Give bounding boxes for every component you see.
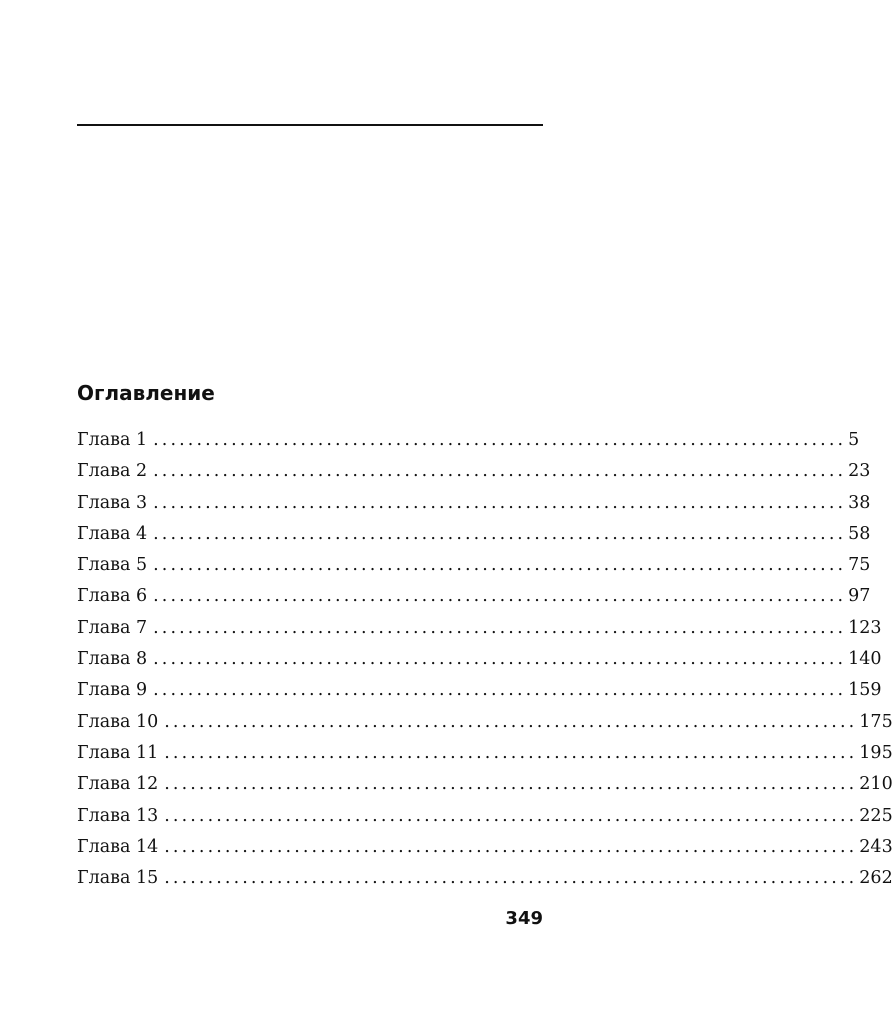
toc-entry-label: Глава 5 xyxy=(77,555,148,576)
dot-leader: ................................................................................ xyxy=(153,492,847,513)
toc-entry-page: 97 xyxy=(848,586,871,607)
toc-entry-label: Глава 15 xyxy=(77,868,159,889)
toc-entry-label: Глава 13 xyxy=(77,805,159,826)
dot-leader: ................................................................................ xyxy=(153,523,847,544)
toc-entry-page: 175 xyxy=(859,711,893,732)
page-number: 349 xyxy=(505,908,543,929)
toc-entry-page: 140 xyxy=(848,649,882,670)
toc-entry-label: Глава 4 xyxy=(77,523,148,544)
toc-entry-1[interactable] xyxy=(77,425,860,456)
dot-leader: ................................................................................ xyxy=(164,774,858,795)
top-horizontal-rule xyxy=(77,124,543,126)
toc-entry-9[interactable] xyxy=(77,675,882,706)
toc-entry-10[interactable] xyxy=(77,707,893,738)
toc-entry-3[interactable] xyxy=(77,488,871,519)
toc-entry-4[interactable] xyxy=(77,519,871,550)
toc-entry-page: 38 xyxy=(848,492,871,513)
toc-heading: Оглавление xyxy=(77,381,215,405)
dot-leader: ................................................................................ xyxy=(153,649,847,670)
toc-entry-page: 75 xyxy=(848,555,871,576)
toc-entry-label: Глава 1 xyxy=(77,430,148,450)
toc-entry-label: Глава 11 xyxy=(77,742,159,763)
toc-entry-page: 23 xyxy=(848,461,871,482)
dot-leader: ................................................................................ xyxy=(153,430,847,450)
toc-entry-label: Глава 8 xyxy=(77,649,148,670)
dot-leader: ................................................................................ xyxy=(164,742,858,763)
toc-entry-label: Глава 10 xyxy=(77,711,159,732)
dot-leader: ................................................................................ xyxy=(153,617,847,638)
toc-entry-5[interactable] xyxy=(77,550,871,581)
dot-leader: ................................................................................ xyxy=(164,836,858,857)
toc-entry-label: Глава 12 xyxy=(77,774,159,795)
toc-entry-page: 243 xyxy=(859,836,893,857)
toc-entry-label: Глава 9 xyxy=(77,680,148,701)
dot-leader: ................................................................................ xyxy=(164,711,858,732)
toc-entry-page: 159 xyxy=(848,680,882,701)
toc-entry-label: Глава 2 xyxy=(77,461,148,482)
toc-entry-12[interactable] xyxy=(77,769,893,800)
dot-leader: ................................................................................ xyxy=(153,680,847,701)
dot-leader: ................................................................................ xyxy=(153,555,847,576)
toc-entry-page: 195 xyxy=(859,742,893,763)
toc-entry-14[interactable] xyxy=(77,832,893,863)
dot-leader: ................................................................................ xyxy=(153,586,847,607)
toc-entry-page: 225 xyxy=(859,805,893,826)
toc-entry-label: Глава 6 xyxy=(77,586,148,607)
toc-entry-2[interactable] xyxy=(77,456,871,487)
dot-leader: ................................................................................ xyxy=(164,868,858,889)
toc-entry-11[interactable] xyxy=(77,738,893,769)
toc-entry-page: 58 xyxy=(848,523,871,544)
toc-entry-15[interactable] xyxy=(77,863,893,894)
dot-leader: ................................................................................ xyxy=(153,461,847,482)
toc-entry-page: 210 xyxy=(859,774,893,795)
toc-entry-7[interactable] xyxy=(77,613,882,644)
dot-leader: ................................................................................ xyxy=(164,805,858,826)
toc-entry-page: 123 xyxy=(848,617,882,638)
toc-list xyxy=(77,425,893,894)
toc-entry-8[interactable] xyxy=(77,644,882,675)
toc-entry-label: Глава 3 xyxy=(77,492,148,513)
toc-entry-13[interactable] xyxy=(77,801,893,832)
toc-entry-6[interactable] xyxy=(77,581,871,612)
toc-entry-label: Глава 14 xyxy=(77,836,159,857)
toc-entry-label: Глава 7 xyxy=(77,617,148,638)
toc-entry-page: 5 xyxy=(848,430,860,450)
toc-entry-page: 262 xyxy=(859,868,893,889)
